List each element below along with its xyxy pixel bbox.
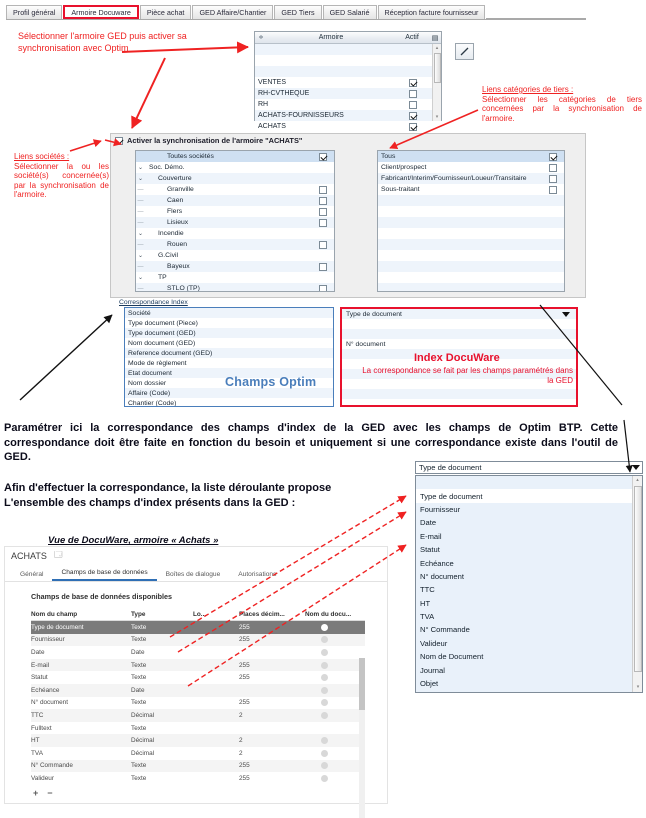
tiers-row[interactable] [378, 250, 564, 261]
docuware-window-header [5, 547, 387, 565]
cell-nom-du-champ: TTC [31, 711, 44, 719]
armoire-row[interactable] [255, 44, 441, 55]
ged-field-row[interactable]: N° document [342, 339, 576, 349]
societe-label: Caen [167, 197, 184, 204]
cell-type: Texte [131, 623, 147, 631]
cell-places-decimales: 255 [239, 636, 250, 644]
radio-icon[interactable] [321, 737, 328, 744]
tiers-row[interactable] [378, 184, 564, 195]
add-field-button[interactable]: + [33, 788, 39, 798]
tree-spacer-icon: — [137, 208, 144, 215]
societe-checkbox[interactable] [319, 186, 327, 194]
tiers-label: Fabricant/Interim/Fournisseur/Loueur/Transitaire [381, 175, 527, 182]
societe-checkbox-cell[interactable] [312, 285, 334, 293]
paragraph-line-1: Afin d'effectuer la correspondance, la liste déroulante propose [4, 482, 332, 494]
annotation-tiers-title: Liens catégories de tiers : [482, 85, 574, 94]
cell-type: Texte [131, 636, 147, 644]
radio-icon[interactable] [321, 762, 328, 769]
armoire-actif-cell[interactable] [395, 79, 431, 87]
docuware-tab-bo-tes-de-dialogue[interactable]: Boîtes de dialogue [165, 571, 221, 578]
dropdown-option[interactable]: Date [420, 518, 437, 528]
docuware-field-row[interactable] [31, 659, 365, 672]
tiers-checkbox[interactable] [549, 175, 557, 183]
societe-checkbox-cell[interactable] [312, 241, 334, 249]
societe-checkbox[interactable] [319, 208, 327, 216]
remove-field-button[interactable]: − [47, 788, 53, 798]
tree-spacer-icon: — [137, 197, 144, 204]
sort-indicator-icon[interactable]: ≑ [258, 35, 264, 41]
cell-nom-du-document[interactable] [305, 674, 365, 681]
annotation-societes [14, 152, 109, 200]
docuware-field-row[interactable] [31, 697, 365, 710]
docuware-file-cabinet-name: ACHATS [11, 551, 47, 561]
cell-places-decimales: 255 [239, 699, 250, 707]
docuware-field-row[interactable] [31, 734, 365, 747]
societe-row[interactable] [136, 261, 334, 272]
column-header-nom-du-document[interactable]: Nom du docu... [305, 610, 352, 618]
radio-icon[interactable] [321, 712, 328, 719]
column-header-actif[interactable]: Actif [405, 34, 419, 41]
column-header-type[interactable]: Type [131, 610, 146, 618]
column-header-nom-du-champ[interactable]: Nom du champ [31, 610, 78, 618]
cell-nom-du-champ: Valideur [31, 774, 54, 782]
cell-nom-du-document[interactable] [305, 750, 365, 757]
radio-icon[interactable] [321, 775, 328, 782]
cell-type: Date [131, 686, 145, 694]
ged-field-row[interactable] [342, 319, 576, 329]
cell-places-decimales: 2 [239, 749, 243, 757]
cell-type: Décimal [131, 711, 155, 719]
cell-nom-du-document[interactable] [305, 687, 365, 694]
scroll-thumb[interactable] [634, 486, 642, 672]
cell-type: Date [131, 648, 145, 656]
docuware-tab-bar[interactable] [5, 565, 387, 582]
tab-ged-affaire-chantier[interactable]: GED Affaire/Chantier [192, 5, 273, 19]
armoire-name: RH [258, 101, 269, 108]
correspondance-index-label: Correspondance Index [119, 299, 188, 306]
chevron-down-icon[interactable] [629, 462, 642, 473]
cell-nom-du-document[interactable] [305, 737, 365, 744]
societe-row[interactable] [136, 239, 334, 250]
window-icon[interactable]: 🗔 [53, 550, 63, 559]
radio-icon[interactable] [321, 687, 328, 694]
tiers-categories-grid[interactable] [377, 150, 565, 292]
armoire-actif-cell[interactable] [395, 90, 431, 98]
scroll-up-icon[interactable]: ▴ [636, 477, 639, 483]
tiers-label: Client/prospect [381, 164, 427, 171]
optim-field-row[interactable]: Mode de règlement [125, 358, 333, 368]
dropdown-option[interactable]: Echéance [420, 558, 454, 568]
cell-places-decimales: 255 [239, 774, 250, 782]
dropdown-option-list[interactable] [415, 475, 643, 693]
societe-row[interactable] [136, 228, 334, 239]
paragraph-correspondance: Paramétrer ici la correspondance des champs d'index de la GED avec les champs de Optim BTP. Cette correspondance doit être faite en fonction du besoin et uniquement si une correspondance existe dans l'outil de GED. [4, 422, 618, 463]
cell-nom-du-document[interactable] [305, 762, 365, 769]
societe-row[interactable] [136, 283, 334, 292]
societe-row[interactable] [136, 272, 334, 283]
armoire-row[interactable] [255, 66, 441, 77]
cell-type: Texte [131, 661, 147, 669]
cell-type: Texte [131, 762, 147, 770]
docuware-field-row[interactable] [31, 634, 365, 647]
armoire-row[interactable] [255, 121, 441, 132]
societe-label: STLO (TP) [167, 285, 200, 292]
annotation-armoire: Sélectionner l'armoire GED puis activer sa synchronisation avec Optim [18, 31, 187, 53]
tiers-row[interactable] [378, 283, 564, 292]
armoire-actif-cell[interactable] [395, 123, 431, 131]
synchronisation-panel [110, 133, 586, 298]
armoire-grid-header [255, 32, 441, 44]
optim-field-row[interactable]: Etat document [125, 368, 333, 378]
societe-label: Granville [167, 186, 194, 193]
cell-nom-du-champ: Date [31, 648, 45, 656]
edit-pencil-button[interactable] [455, 43, 474, 60]
cell-places-decimales: 255 [239, 762, 250, 770]
societe-label: Soc. Démo. [149, 164, 185, 171]
societe-label: Couverture [158, 175, 192, 182]
optim-field-row[interactable]: Affaire (Code) [125, 388, 333, 398]
docuware-field-row[interactable] [31, 621, 365, 634]
societe-checkbox-cell[interactable] [312, 153, 334, 161]
chevron-down-icon[interactable] [562, 312, 570, 317]
cell-nom-du-champ: HT [31, 737, 40, 745]
scroll-down-icon[interactable]: ▾ [435, 114, 439, 120]
tiers-row[interactable] [378, 217, 564, 228]
chevron-down-icon[interactable]: ⌄ [137, 176, 144, 182]
docuware-field-row[interactable] [31, 722, 365, 735]
cell-type: Texte [131, 699, 147, 707]
cell-nom-du-champ: N° document [31, 699, 69, 707]
tiers-checkbox-cell[interactable] [542, 153, 564, 161]
actif-checkbox[interactable] [409, 90, 417, 98]
chevron-down-icon[interactable]: ⌄ [137, 231, 144, 237]
column-header-places-decimales[interactable]: Places décim... [239, 610, 285, 618]
chevron-down-icon[interactable]: ⌄ [137, 275, 144, 281]
tree-spacer-icon: — [137, 186, 144, 193]
tiers-checkbox[interactable] [549, 186, 557, 194]
tiers-checkbox[interactable] [549, 153, 557, 161]
cell-nom-du-document[interactable] [305, 712, 365, 719]
optim-field-row[interactable]: Nom document (GED) [125, 338, 333, 348]
tiers-row[interactable] [378, 272, 564, 283]
societe-row[interactable] [136, 195, 334, 206]
armoire-row[interactable] [255, 55, 441, 66]
docuware-field-row[interactable] [31, 760, 365, 773]
cell-nom-du-champ: Statut [31, 674, 48, 682]
cell-nom-du-champ: Fournisseur [31, 636, 65, 644]
tiers-row[interactable] [378, 151, 564, 162]
docuware-caption: Vue de DocuWare, armoire « Achats » [48, 535, 219, 546]
docuware-tab-autorisations[interactable]: Autorisations [238, 571, 277, 578]
cell-nom-du-document[interactable] [305, 699, 365, 706]
docuware-field-row[interactable] [31, 747, 365, 760]
cell-nom-du-champ: E-mail [31, 661, 50, 669]
dropdown-option[interactable]: Nom de Document [420, 652, 484, 662]
societe-label: Bayeux [167, 263, 190, 270]
dropdown-option[interactable]: TVA [420, 612, 435, 622]
tiers-row[interactable] [378, 228, 564, 239]
scroll-thumb[interactable] [434, 53, 441, 83]
cell-nom-du-champ: Echéance [31, 686, 60, 694]
docuware-field-row[interactable] [31, 709, 365, 722]
cell-type: Texte [131, 674, 147, 682]
dropdown-option[interactable]: HT [420, 598, 431, 608]
optim-field-row[interactable]: Type document (GED) [125, 328, 333, 338]
armoire-name: RH-CVTHEQUE [258, 90, 310, 97]
cell-nom-du-document[interactable] [305, 775, 365, 782]
societe-row[interactable] [136, 206, 334, 217]
docuware-table-body [31, 621, 365, 785]
radio-icon[interactable] [321, 699, 328, 706]
cell-type: Texte [131, 724, 147, 732]
armoire-actif-cell[interactable] [395, 112, 431, 120]
tab-ged-tiers[interactable]: GED Tiers [274, 5, 321, 19]
societe-checkbox[interactable] [319, 219, 327, 227]
annotation-societes-title: Liens sociétés : [14, 152, 70, 161]
index-field-dropdown[interactable] [415, 461, 643, 693]
societe-label: Toutes sociétés [167, 153, 214, 160]
societe-row[interactable] [136, 162, 334, 173]
dropdown-option[interactable]: Type de document [416, 489, 642, 502]
cell-nom-du-champ: Type de document [31, 623, 84, 631]
actif-checkbox[interactable] [409, 79, 417, 87]
paragraph-liste-deroulante [4, 481, 404, 510]
dropdown-option[interactable]: N° Commande [420, 625, 470, 635]
dropdown-option[interactable]: Valideur [420, 638, 448, 648]
tab-pi-ce-achat[interactable]: Pièce achat [140, 5, 192, 19]
societe-row[interactable] [136, 250, 334, 261]
chevron-down-icon[interactable]: ⌄ [137, 253, 144, 259]
ged-field-row[interactable] [342, 329, 576, 339]
column-header-armoire[interactable]: Armoire [318, 34, 344, 41]
champs-optim-watermark: Champs Optim [225, 375, 317, 389]
sync-enable-checkbox[interactable] [115, 137, 123, 145]
optim-field-row[interactable]: Nom dossier [125, 378, 333, 388]
optim-field-row[interactable]: Société [125, 308, 333, 318]
societe-row[interactable] [136, 151, 334, 162]
armoire-row[interactable] [255, 99, 441, 110]
tab-r-ception-facture-fournisseur[interactable]: Réception facture fournisseur [378, 5, 486, 19]
societe-row[interactable] [136, 217, 334, 228]
tree-spacer-icon: — [137, 285, 144, 292]
annotation-tiers-body: Sélectionner les catégories de tiers concernées par la synchronisation de l'armoire. [482, 94, 642, 123]
cell-nom-du-document[interactable] [305, 662, 365, 669]
societe-row[interactable] [136, 184, 334, 195]
tiers-label: Sous-traitant [381, 186, 420, 193]
optim-field-row[interactable]: Chantier (Code) [125, 398, 333, 407]
annotation-tiers [482, 85, 642, 123]
societe-checkbox[interactable] [319, 197, 327, 205]
docuware-field-row[interactable] [31, 671, 365, 684]
armoire-row[interactable] [255, 88, 441, 99]
pencil-icon [459, 46, 470, 57]
dropdown-option[interactable]: Fournisseur [420, 504, 461, 514]
index-docuware-watermark: Index DocuWare [414, 352, 500, 364]
grid-settings-icon[interactable]: ▤ [431, 34, 439, 42]
sync-enable-row[interactable] [111, 134, 585, 147]
docuware-add-remove-controls[interactable] [33, 788, 53, 798]
cell-places-decimales: 255 [239, 661, 250, 669]
armoire-name: ACHATS-FOURNISSEURS [258, 112, 344, 119]
docuware-table-scrollbar[interactable] [359, 658, 365, 818]
optim-field-row[interactable]: Reference document (GED) [125, 348, 333, 358]
tiers-row[interactable] [378, 162, 564, 173]
tree-spacer-icon: — [137, 263, 144, 270]
scroll-up-icon[interactable]: ▴ [435, 45, 439, 51]
ged-field-row[interactable] [342, 389, 576, 399]
cell-places-decimales: 255 [239, 674, 250, 682]
scroll-thumb[interactable] [359, 658, 365, 710]
tab-bar-filler [486, 6, 586, 19]
tiers-checkbox-cell[interactable] [542, 164, 564, 172]
radio-icon[interactable] [321, 662, 328, 669]
tiers-row[interactable] [378, 195, 564, 206]
main-tab-bar[interactable] [6, 5, 586, 20]
actif-checkbox[interactable] [409, 123, 417, 131]
armoire-list-grid[interactable] [254, 31, 442, 130]
tab-profil-g-n-ral[interactable]: Profil général [6, 5, 62, 19]
docuware-tab-champs-de-base-de-donn-es[interactable]: Champs de base de données [52, 569, 156, 581]
cell-type: Texte [131, 774, 147, 782]
societe-checkbox[interactable] [319, 153, 327, 161]
cell-nom-du-champ: Fulltext [31, 724, 52, 732]
societes-tree-grid[interactable] [135, 150, 335, 292]
cell-type: Décimal [131, 749, 155, 757]
cell-places-decimales: 255 [239, 623, 250, 631]
dropdown-option[interactable]: Statut [420, 545, 440, 555]
cell-nom-du-champ: N° Commande [31, 762, 73, 770]
docuware-fields-table[interactable] [31, 608, 365, 785]
cell-nom-du-document[interactable] [305, 649, 365, 656]
tiers-row[interactable] [378, 239, 564, 250]
docuware-field-row[interactable] [31, 646, 365, 659]
docuware-section-title: Champs de base de données disponibles [31, 592, 172, 601]
armoire-row[interactable] [255, 77, 441, 88]
armoire-name: VENTES [258, 79, 287, 86]
tiers-checkbox-cell[interactable] [542, 186, 564, 194]
dropdown-option[interactable]: Journal [420, 665, 445, 675]
societe-checkbox-cell[interactable] [312, 263, 334, 271]
societe-checkbox-cell[interactable] [312, 219, 334, 227]
docuware-table-header [31, 608, 365, 621]
actif-checkbox[interactable] [409, 112, 417, 120]
societe-label: Rouen [167, 241, 188, 248]
armoire-grid-scrollbar[interactable] [432, 44, 441, 121]
radio-icon[interactable] [321, 649, 328, 656]
actif-checkbox[interactable] [409, 101, 417, 109]
radio-icon[interactable] [321, 674, 328, 681]
scroll-down-icon[interactable]: ▾ [636, 684, 640, 690]
tiers-row[interactable] [378, 261, 564, 272]
societe-checkbox-cell[interactable] [312, 186, 334, 194]
tiers-checkbox-cell[interactable] [542, 175, 564, 183]
index-docuware-note: La correspondance se fait par les champs paramétrés dans la GED [362, 366, 573, 385]
tab-armoire-docuware[interactable]: Armoire Docuware [63, 5, 139, 19]
societe-checkbox[interactable] [319, 285, 327, 293]
societe-checkbox[interactable] [319, 241, 327, 249]
cell-nom-du-document[interactable] [305, 636, 365, 643]
armoire-actif-cell[interactable] [395, 101, 431, 109]
cell-places-decimales: 2 [239, 737, 243, 745]
armoire-grid-body [255, 44, 441, 130]
column-header-longueur[interactable]: Lo... [193, 610, 207, 618]
societe-checkbox[interactable] [319, 263, 327, 271]
paragraph-line-2: L'ensemble des champs d'index présents dans la GED : [4, 496, 296, 509]
tree-spacer-icon: — [137, 241, 144, 248]
cell-type: Décimal [131, 737, 155, 745]
tiers-row[interactable] [378, 173, 564, 184]
dropdown-selected-value: Type de document [419, 463, 482, 472]
docuware-tab-g-n-ral[interactable]: Général [20, 571, 44, 578]
tiers-row[interactable] [378, 206, 564, 217]
societe-checkbox-cell[interactable] [312, 208, 334, 216]
ged-field-row[interactable] [342, 399, 576, 407]
docuware-field-row[interactable] [31, 772, 365, 785]
ged-field-row[interactable]: Type de document [342, 309, 576, 319]
cell-places-decimales: 2 [239, 711, 243, 719]
optim-field-row[interactable]: Type document (Piece) [125, 318, 333, 328]
optim-fields-list[interactable] [124, 307, 334, 407]
docuware-window [4, 546, 388, 804]
tiers-checkbox[interactable] [549, 164, 557, 172]
tiers-label: Tous [381, 153, 396, 160]
societe-label: Flers [167, 208, 183, 215]
dropdown-option[interactable]: TTC [420, 585, 435, 595]
societe-label: G.Civil [158, 252, 179, 259]
dropdown-option[interactable]: E-mail [420, 531, 442, 541]
armoire-row[interactable] [255, 110, 441, 121]
radio-icon[interactable] [321, 624, 328, 631]
societe-label: Lisieux [167, 219, 189, 226]
cell-nom-du-document[interactable] [305, 624, 365, 631]
chevron-down-icon[interactable]: ⌄ [137, 165, 144, 171]
cell-nom-du-champ: TVA [31, 749, 43, 757]
societe-checkbox-cell[interactable] [312, 197, 334, 205]
societe-row[interactable] [136, 173, 334, 184]
armoire-name: ACHATS [258, 123, 286, 130]
tab-ged-salari[interactable]: GED Salarié [323, 5, 377, 19]
societe-label: TP [158, 274, 167, 281]
dropdown-field[interactable] [415, 461, 643, 474]
radio-icon[interactable] [321, 750, 328, 757]
annotation-societes-body: Sélectionner la ou les société(s) concernée(s) par la synchronisation de l'armoire. [14, 161, 109, 200]
dropdown-option[interactable]: N° document [420, 571, 464, 581]
sync-enable-label: Activer la synchronisation de l'armoire "ACHATS" [127, 136, 303, 145]
docuware-field-row[interactable] [31, 684, 365, 697]
societe-label: Incendie [158, 230, 184, 237]
dropdown-option[interactable]: Objet [420, 679, 439, 689]
dropdown-scrollbar[interactable] [632, 476, 642, 692]
radio-icon[interactable] [321, 636, 328, 643]
tree-spacer-icon: — [137, 219, 144, 226]
dropdown-option[interactable] [416, 476, 642, 489]
